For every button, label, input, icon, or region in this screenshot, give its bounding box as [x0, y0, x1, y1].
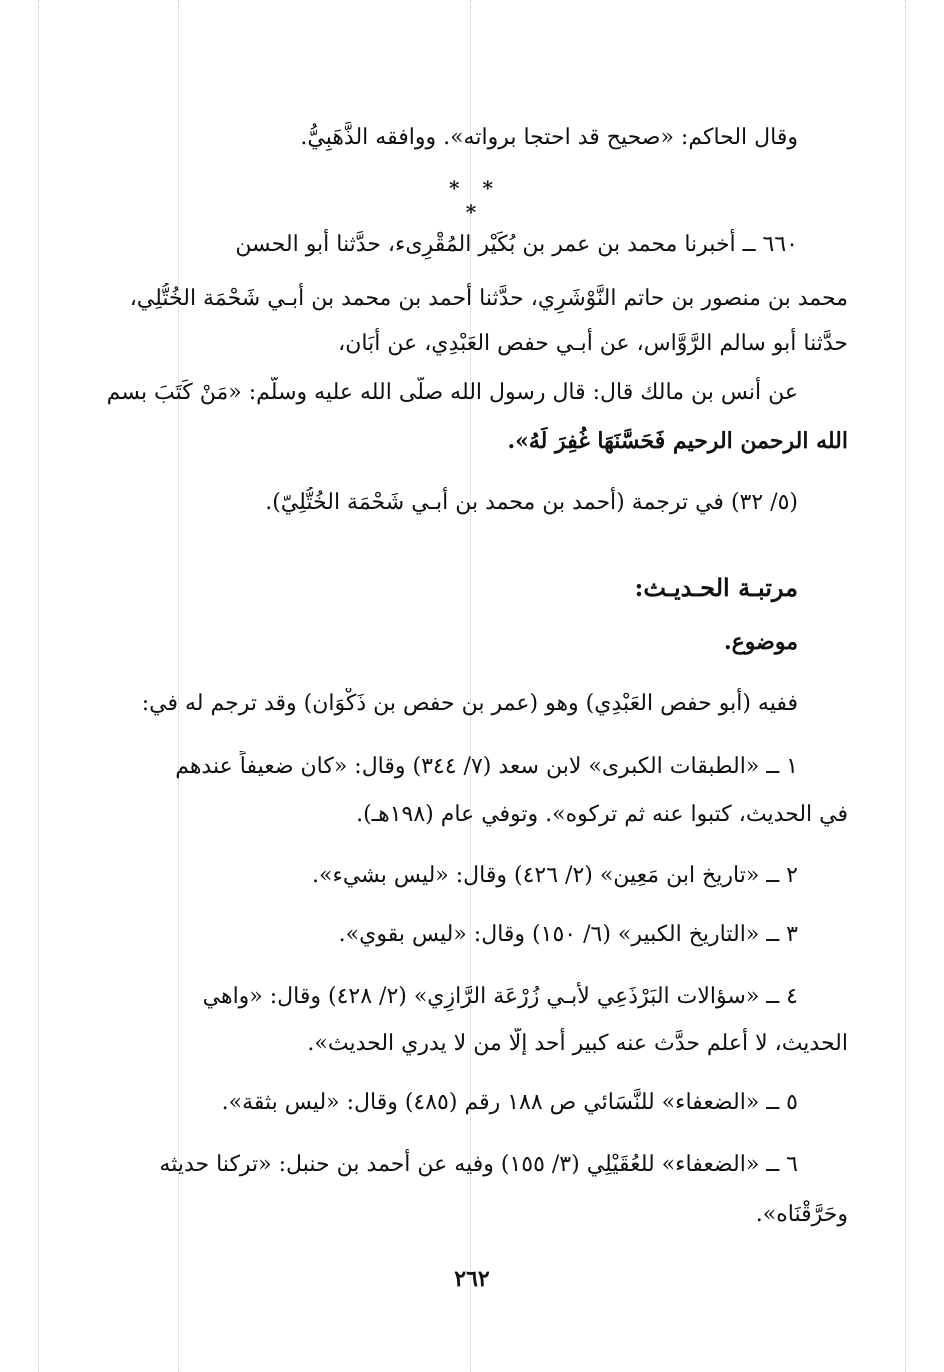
hadith-660-text-line-1: عن أنس بن مالك قال: قال رسول الله صلَّى الله عليه وسلَّم: «مَنْ كَتَبَ بسم — [106, 380, 798, 405]
hakim-verdict-line: وقال الحاكم: «صحيح قد احتجا برواته». ووافقه الذَّهَبِيُّ. — [300, 125, 798, 150]
page-number: ٢٦٢ — [454, 1266, 490, 1292]
hadith-grade-value: موضوع. — [724, 629, 798, 655]
section-separator-stars: * * * — [449, 176, 501, 224]
hadith-660-chain-line-1: ٦٦٠ ــ أخبرنا محمد بن عمر بن بُكَيْر المُقْرِىء، حدَّثنا أبو الحسن — [235, 232, 798, 257]
reference-item-1-line-2: في الحديث، كتبوا عنه ثم تركوه». وتوفي عام (١٩٨هـ). — [356, 802, 848, 827]
hadith-660-chain-line-3: حدَّثنا أبو سالم الرَّوَّاس، عن أبـي حفص العَبْدِي، عن أَبَان، — [338, 331, 848, 356]
reference-item-4-line-2: الحديث، لا أعلم حدَّث عنه كبير أحد إلَّا من لا يدري الحديث». — [307, 1031, 848, 1056]
reference-item-2: ٢ ــ «تاريخ ابن مَعِين» (٢/ ٤٢٦) وقال: «ليس بشيء». — [312, 863, 798, 888]
hadith-660-chain-line-2: محمد بن منصور بن حاتم النَّوْشَرِي، حدَّثنا أحمد بن محمد بن أبـي شَحْمَة الخُتُّلِي، — [129, 286, 848, 311]
reference-item-3: ٣ ــ «التاريخ الكبير» (٦/ ١٥٠) وقال: «ليس بقوي». — [338, 922, 798, 947]
reference-item-4-line-1: ٤ ــ «سؤالات البَرْذَعِي لأبـي زُرْعَة الرَّازِي» (٢/ ٤٢٨) وقال: «واهي — [202, 984, 798, 1009]
narrator-intro-line: ففيه (أبو حفص العَبْدِي) وهو (عمر بن حفص بن ذَكْوَان) وقد ترجم له في: — [141, 691, 798, 716]
hadith-660-text-line-2: الله الرحمن الرحيم فَحَسَّنَهَا غُفِرَ لَهُ». — [507, 428, 848, 454]
hadith-grade-heading: مرتبـة الحـديـث: — [634, 573, 798, 602]
reference-item-6-line-1: ٦ ــ «الضعفاء» للعُقَيْلِي (٣/ ١٥٥) وفيه عن أحمد بن حنبل: «تركنا حديثه — [159, 1152, 798, 1177]
reference-item-1-line-1: ١ ــ «الطبقات الكبرى» لابن سعد (٧/ ٣٤٤) وقال: «كان ضعيفاً عندهم — [175, 754, 798, 779]
reference-item-6-line-2: وحَرَّقْنَاه». — [755, 1202, 848, 1227]
scan-guide-line — [905, 0, 906, 1372]
reference-item-5: ٥ ــ «الضعفاء» للنَّسَائي ص ١٨٨ رقم (٤٨٥) وقال: «ليس بثقة». — [221, 1090, 798, 1115]
scan-guide-line — [38, 0, 39, 1372]
source-reference-line: (٥/ ٣٢) في ترجمة (أحمد بن محمد بن أبـي شَحْمَة الخُتُّلِيّ). — [265, 490, 798, 515]
